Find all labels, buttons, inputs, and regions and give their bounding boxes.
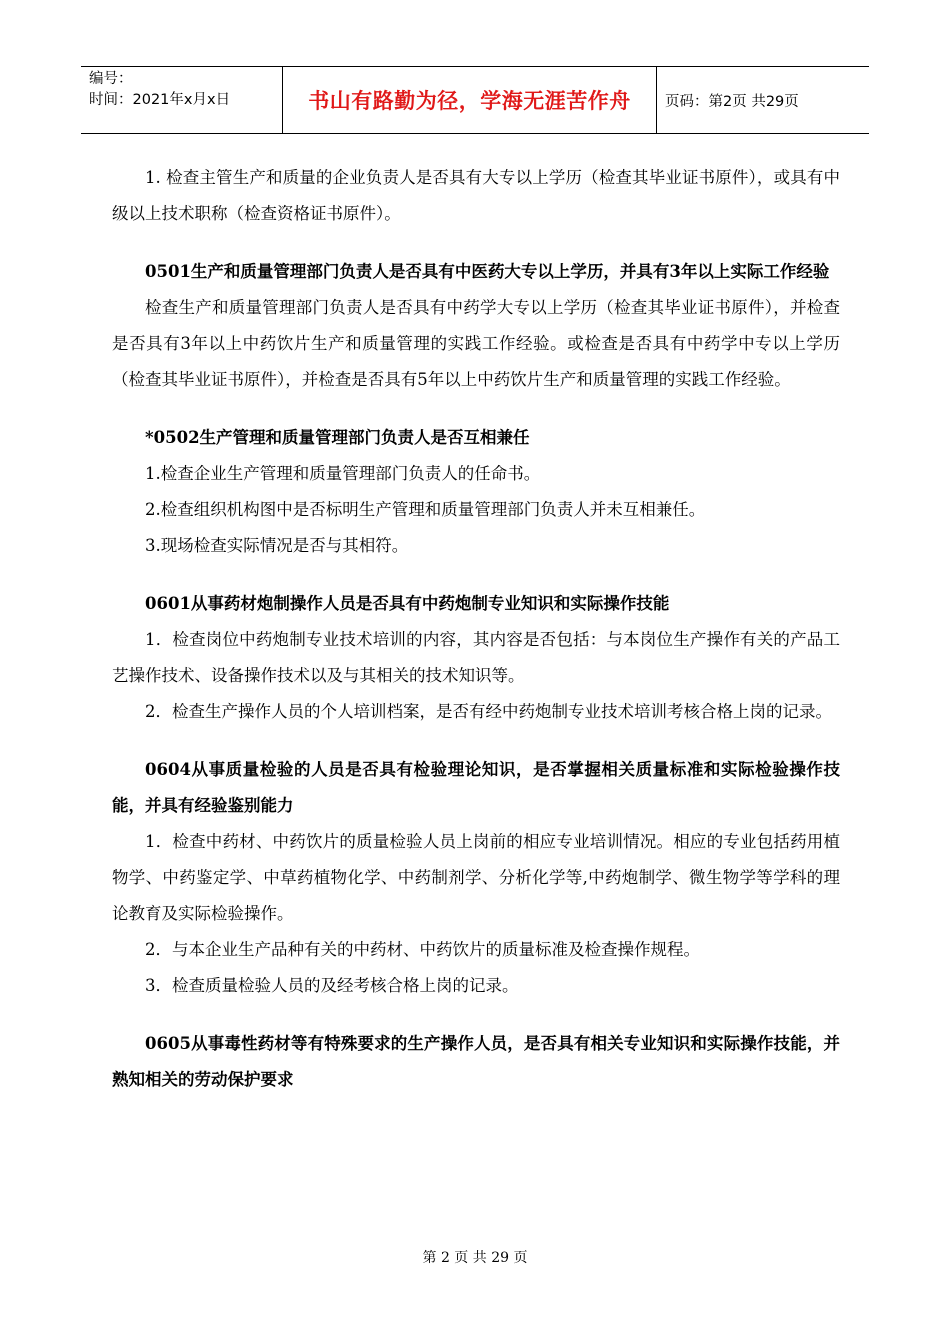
section-heading-0501: 0501生产和质量管理部门负责人是否具有中医药大专以上学历，并具有3年以上实际工作经验 <box>145 262 830 281</box>
section-heading-0601: 0601从事药材炮制操作人员是否具有中药炮制专业知识和实际操作技能 <box>145 594 670 613</box>
header-page-info: 页码：第2页 共29页 <box>665 93 799 110</box>
page-footer: 第 2 页 共 29 页 <box>422 1250 528 1266</box>
list-item: 2．检查生产操作人员的个人培训档案，是否有经中药炮制专业技术培训考核合格上岗的记录。 <box>145 702 832 721</box>
section-heading-0604: 0604从事质量检验的人员是否具有检验理论知识，是否掌握相关质量标准和实际检验操作技能，并具有经验鉴别能力 <box>112 760 840 815</box>
list-item: 3.现场检查实际情况是否与其相符。 <box>145 536 409 555</box>
list-item: 1.检查企业生产管理和质量管理部门负责人的任命书。 <box>145 464 541 483</box>
list-item: 3．检查质量检验人员的及经考核合格上岗的记录。 <box>145 976 519 995</box>
paragraph: 1. 检查主管生产和质量的企业负责人是否具有大专以上学历（检查其毕业证书原件），或具有中级以上技术职称（检查资格证书原件）。 <box>112 168 840 223</box>
header-meta-cell <box>81 67 283 133</box>
list-item: 1．检查岗位中药炮制专业技术培训的内容，其内容是否包括：与本岗位生产操作有关的产品工艺操作技术、设备操作技术以及与其相关的技术知识等。 <box>112 630 840 685</box>
document-number-label: 编号： <box>89 71 133 87</box>
page-header <box>81 66 869 134</box>
header-motto: 书山有路勤为径，学海无涯苦作舟 <box>283 67 657 133</box>
section-heading-0605: 0605从事毒性药材等有特殊要求的生产操作人员，是否具有相关专业知识和实际操作技能，并熟知相关的劳动保护要求 <box>112 1034 840 1089</box>
list-item: 1．检查中药材、中药饮片的质量检验人员上岗前的相应专业培训情况。相应的专业包括药用植物学、中药鉴定学、中草药植物化学、中药制剂学、分析化学等,中药炮制学、微生物学等学科的理论教育及实际检验操作。 <box>112 832 840 923</box>
section-heading-0502: *0502生产管理和质量管理部门负责人是否互相兼任 <box>145 428 530 447</box>
paragraph: 检查生产和质量管理部门负责人是否具有中药学大专以上学历（检查其毕业证书原件），并检查是否具有3年以上中药饮片生产和质量管理的实践工作经验。或检查是否具有中药学中专以上学历（检查其毕业证书原件），并检查是否具有5年以上中药饮片生产和质量管理的实践工作经验。 <box>112 298 840 389</box>
document-time-label: 时间：2021年x月x日 <box>89 92 231 108</box>
list-item: 2.检查组织机构图中是否标明生产管理和质量管理部门负责人并未互相兼任。 <box>145 500 706 519</box>
list-item: 2．与本企业生产品种有关的中药材、中药饮片的质量标准及检查操作规程。 <box>145 940 700 959</box>
document-body <box>112 160 840 1098</box>
